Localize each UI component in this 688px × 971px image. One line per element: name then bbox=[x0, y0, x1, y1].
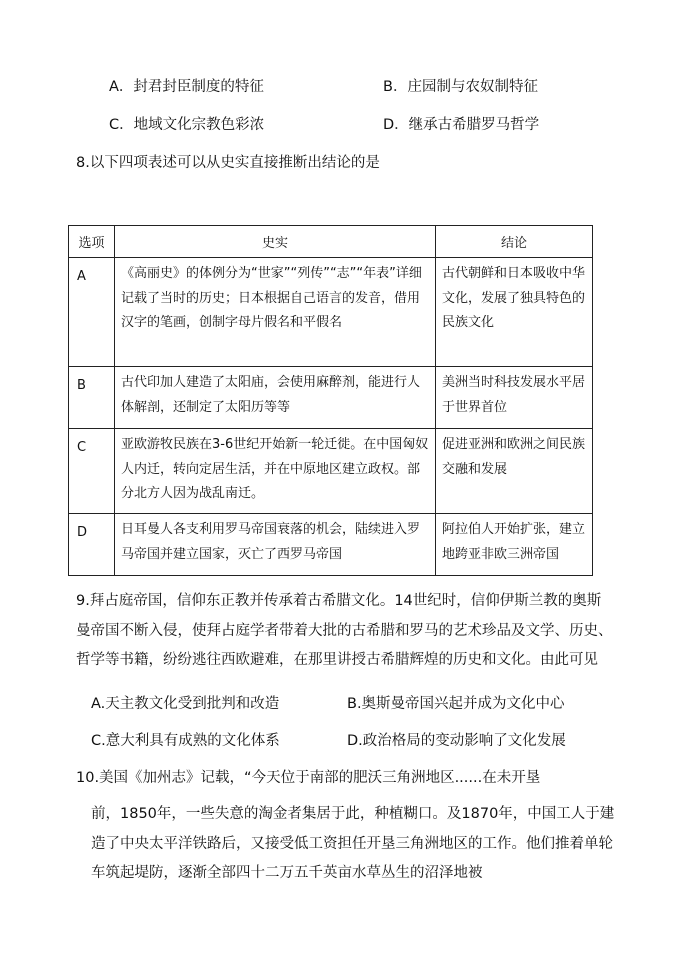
q9-option-d: D.政治格局的变动影响了文化发展 bbox=[347, 733, 566, 749]
q7-option-a: A．封君封臣制度的特征 bbox=[109, 79, 264, 95]
header-fact: 史实 bbox=[115, 226, 436, 258]
q9-option-b: B.奥斯曼帝国兴起并成为文化中心 bbox=[347, 696, 565, 712]
header-conclusion: 结论 bbox=[436, 226, 593, 258]
q7-option-b: B．庄园制与农奴制特征 bbox=[383, 79, 538, 95]
q10-stem-body: 前，1850年，一些失意的淘金者集居于此，种植糊口。及1870年，中国工人于建造了中央太平洋铁路后，又接受低工资担任开垦三角洲地区的工作。他们推着单轮车筑起堤防，逐渐全部四十二万五千英亩水草丛生的沼泽地被 bbox=[91, 806, 615, 881]
q9-option-c: C.意大利具有成熟的文化体系 bbox=[91, 733, 280, 749]
row-conclusion: 美洲当时科技发展水平居于世界首位 bbox=[436, 367, 593, 429]
row-option: D bbox=[69, 514, 115, 576]
row-option: B bbox=[69, 367, 115, 429]
header-option: 选项 bbox=[69, 226, 115, 258]
q8-stem: 8.以下四项表述可以从史实直接推断出结论的是 bbox=[76, 155, 380, 171]
row-conclusion: 阿拉伯人开始扩张，建立地跨亚非欧三洲帝国 bbox=[436, 514, 593, 576]
row-conclusion: 促进亚洲和欧洲之间民族交融和发展 bbox=[436, 429, 593, 514]
q9-option-a: A.天主教文化受到批判和改造 bbox=[91, 696, 280, 712]
table-header-row bbox=[69, 226, 593, 258]
table-row bbox=[69, 367, 593, 429]
q7-option-d: D．继承古希腊罗马哲学 bbox=[383, 117, 540, 133]
q8-table bbox=[68, 225, 593, 576]
row-option: C bbox=[69, 429, 115, 514]
row-fact: 亚欧游牧民族在3-6世纪开始新一轮迁徙。在中国匈奴人内迁，转向定居生活，并在中原地区建立政权。部分北方人因为战乱南迁。 bbox=[115, 429, 436, 514]
row-fact: 日耳曼人各支利用罗马帝国衰落的机会，陆续进入罗马帝国并建立国家，灭亡了西罗马帝国 bbox=[115, 514, 436, 576]
table-row bbox=[69, 514, 593, 576]
row-fact: 古代印加人建造了太阳庙，会使用麻醉剂，能进行人体解剖，还制定了太阳历等等 bbox=[115, 367, 436, 429]
q10-stem-line1: 10.美国《加州志》记载，“今天位于南部的肥沃三角洲地区......在未开垦 bbox=[76, 770, 541, 786]
q9-stem: 9.拜占庭帝国，信仰东正教并传承着古希腊文化。14世纪时，信仰伊斯兰教的奥斯曼帝国不断入侵，使拜占庭学者带着大批的古希腊和罗马的艺术珍品及文学、历史、哲学等书籍，纷纷逃往西欧避难，在那里讲授古希腊辉煌的历史和文化。由此可见 bbox=[76, 593, 613, 668]
table-row bbox=[69, 429, 593, 514]
row-option: A bbox=[69, 258, 115, 367]
row-fact: 《高丽史》的体例分为“世家”“列传”“志”“年表”详细记载了当时的历史；日本根据自己语言的发音，借用汉字的笔画，创制字母片假名和平假名 bbox=[115, 258, 436, 367]
row-conclusion: 古代朝鲜和日本吸收中华文化，发展了独具特色的民族文化 bbox=[436, 258, 593, 367]
table-row bbox=[69, 258, 593, 367]
q7-option-c: C．地域文化宗教色彩浓 bbox=[109, 117, 265, 133]
